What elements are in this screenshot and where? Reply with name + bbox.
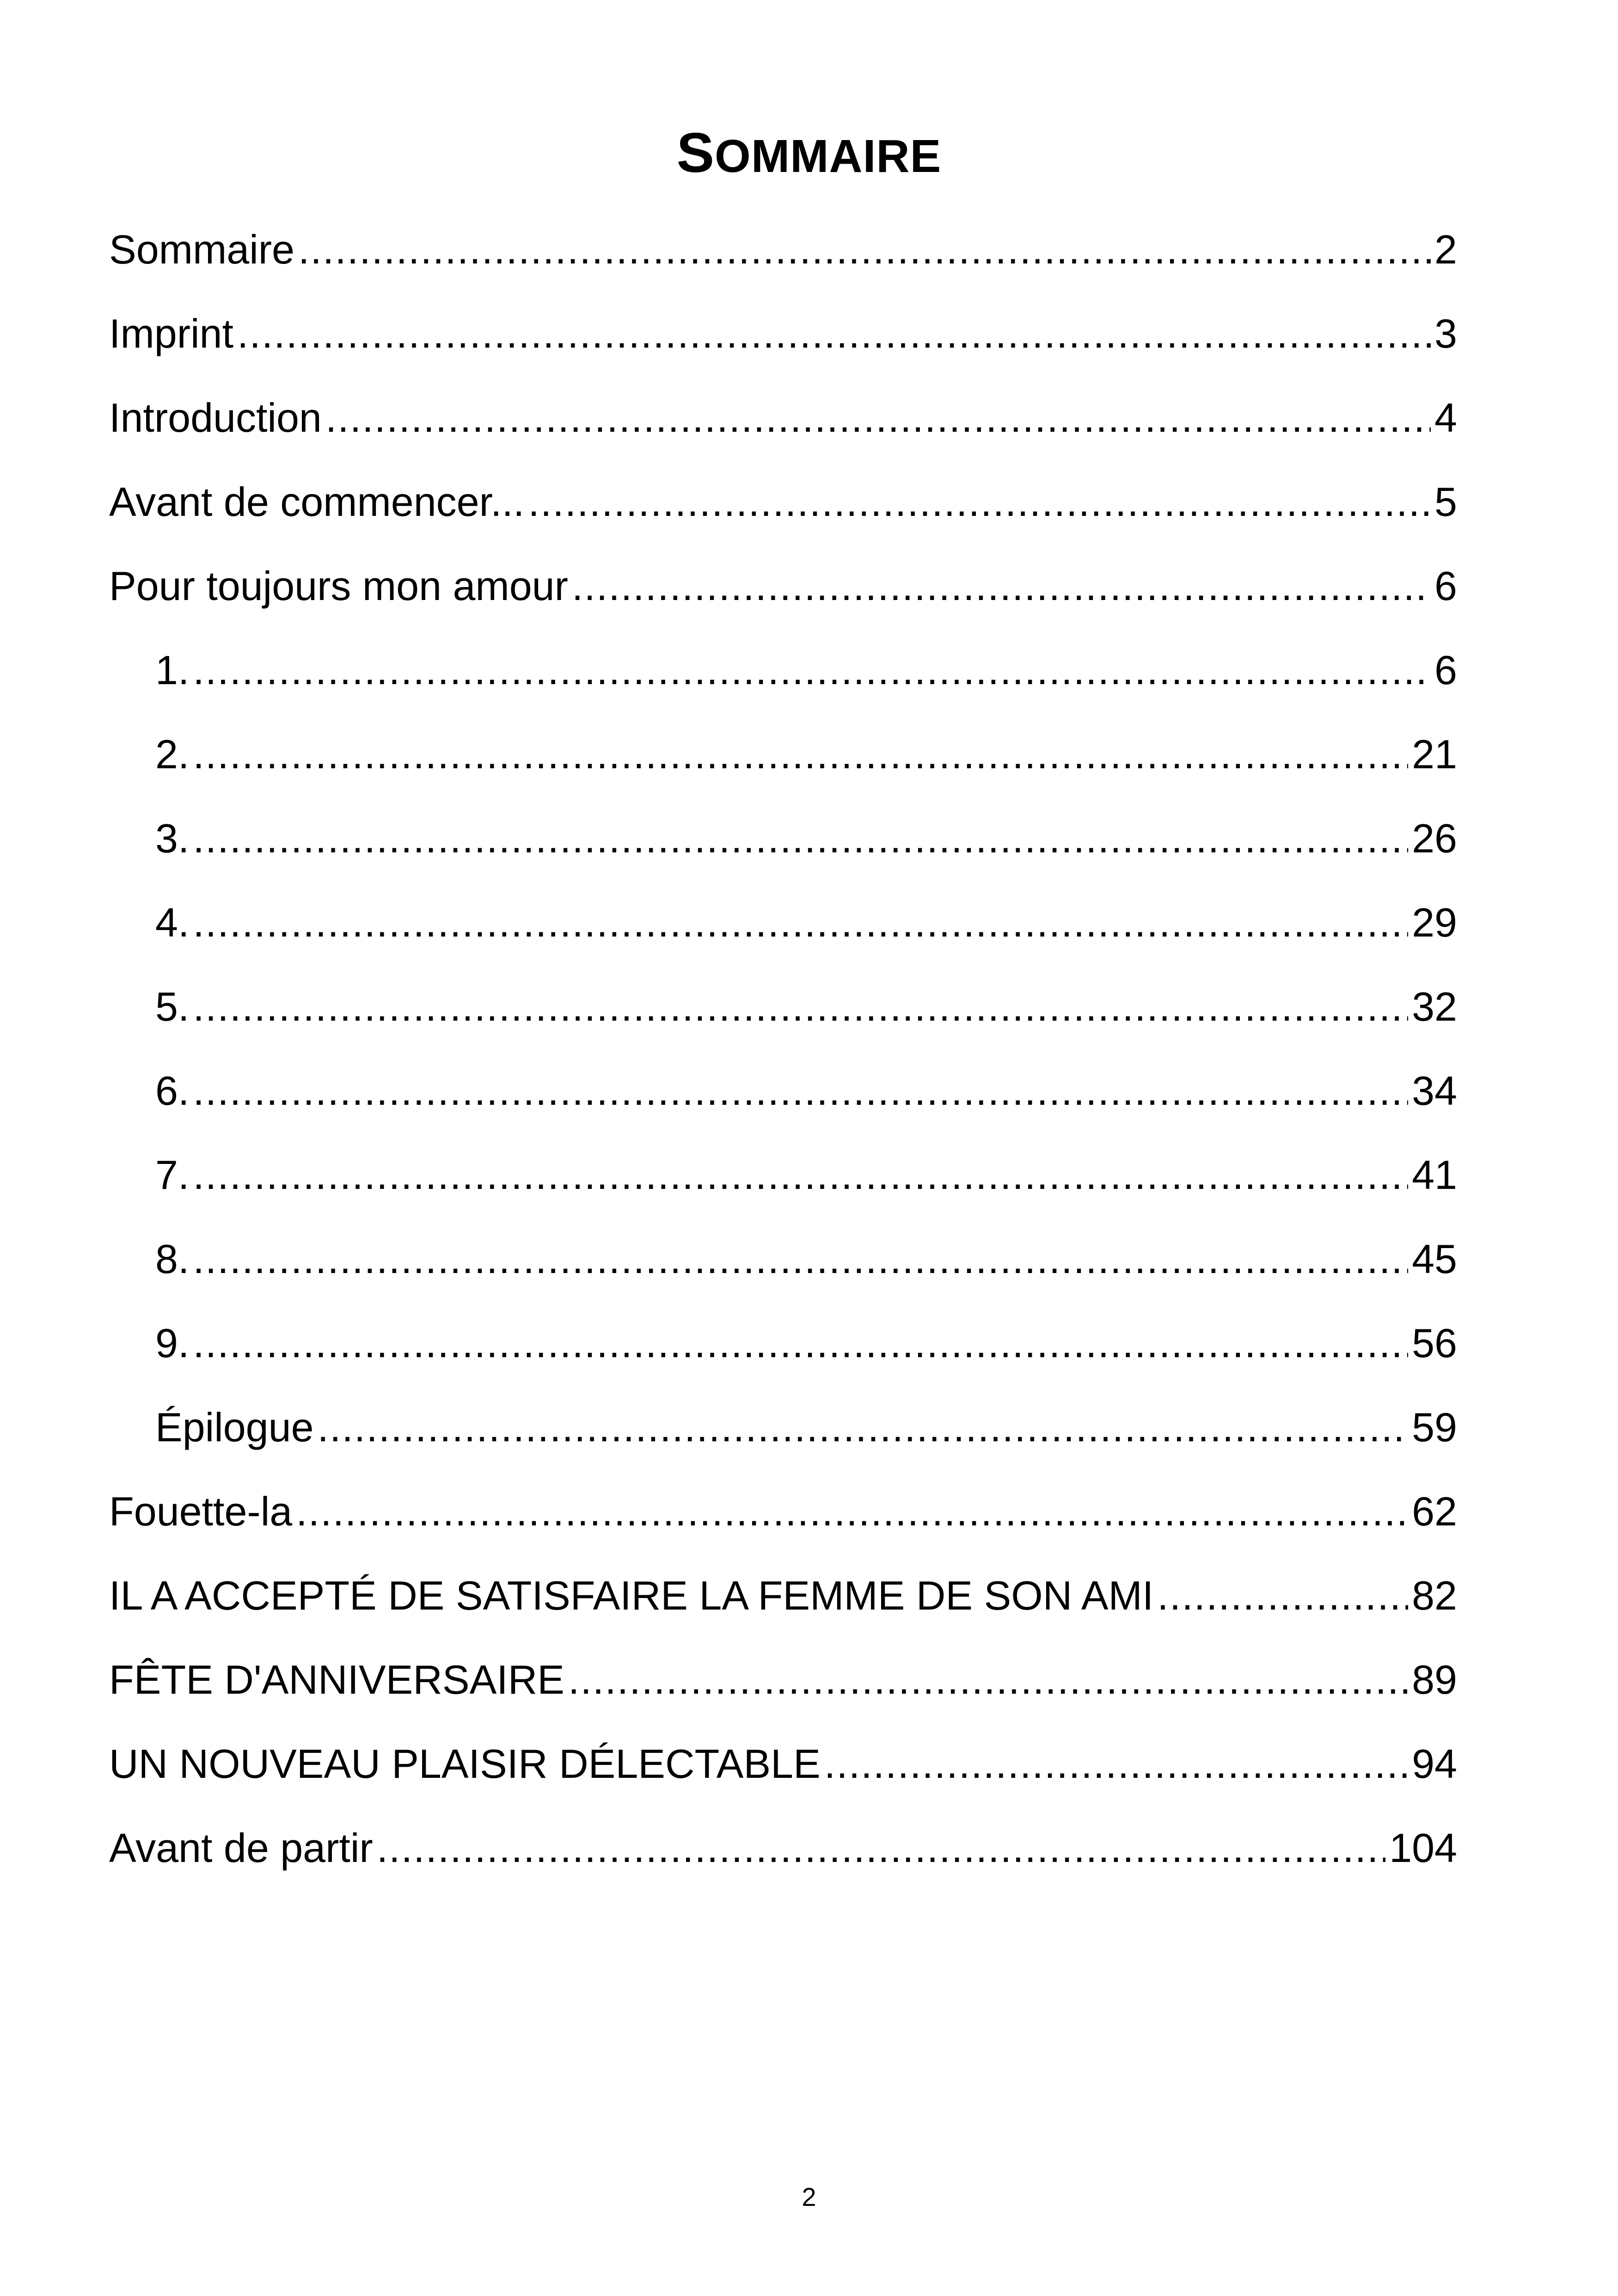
page-number: 2: [802, 2182, 816, 2211]
toc-entry-page: 4: [1434, 395, 1457, 441]
dot-leader: [1157, 1563, 1408, 1628]
toc-entry-label: Avant de commencer...: [109, 479, 525, 525]
page-title-rest: OMMAIRE: [715, 130, 942, 182]
toc-subentry[interactable]: [109, 890, 1457, 974]
dot-leader: [193, 1227, 1408, 1292]
dot-leader: [193, 722, 1408, 787]
toc-entry-label: Épilogue: [155, 1404, 314, 1450]
toc-entry-page: 21: [1412, 731, 1457, 777]
toc-entry-label: 4.: [155, 900, 190, 945]
toc-entry-label: Imprint: [109, 311, 233, 356]
toc-entry-page: 26: [1412, 815, 1457, 861]
toc-entry-page: 2: [1434, 227, 1457, 272]
toc-entry-page: 3: [1434, 311, 1457, 356]
toc-entry-page: 89: [1412, 1657, 1457, 1702]
dot-leader: [237, 301, 1431, 366]
toc-subentry[interactable]: [109, 806, 1457, 890]
toc-entry-page: 41: [1412, 1152, 1457, 1198]
toc-entry-page: 59: [1412, 1404, 1457, 1450]
dot-leader: [568, 1647, 1408, 1712]
toc-entry-page: 45: [1412, 1236, 1457, 1282]
toc-entry[interactable]: [109, 1647, 1457, 1732]
toc-entry[interactable]: [109, 470, 1457, 554]
toc-entry[interactable]: [109, 1732, 1457, 1816]
toc-entry-page: 56: [1412, 1320, 1457, 1366]
dot-leader: [377, 1816, 1385, 1880]
toc-entry-label: Avant de partir: [109, 1825, 373, 1871]
dot-leader: [296, 1479, 1408, 1544]
toc-entry-label: Sommaire: [109, 227, 294, 272]
dot-leader: [193, 806, 1408, 871]
toc-subentry[interactable]: [109, 974, 1457, 1059]
toc-entry-label: Pour toujours mon amour: [109, 563, 568, 609]
toc-entry-page: 5: [1434, 479, 1457, 525]
dot-leader: [298, 217, 1431, 282]
toc-entry-page: 6: [1434, 647, 1457, 693]
toc-entry[interactable]: [109, 301, 1457, 386]
dot-leader: [193, 890, 1408, 955]
toc-entry-page: 82: [1412, 1573, 1457, 1618]
toc-entry[interactable]: [109, 1563, 1457, 1647]
toc-subentry[interactable]: [109, 1059, 1457, 1143]
toc-entry-label: 5.: [155, 984, 190, 1029]
toc-entry-label: Introduction: [109, 395, 322, 441]
dot-leader: [318, 1395, 1409, 1460]
toc-entry[interactable]: [109, 217, 1457, 301]
toc-entry-page: 62: [1412, 1488, 1457, 1534]
toc-entry-label: 8.: [155, 1236, 190, 1282]
toc-subentry[interactable]: [109, 1143, 1457, 1227]
dot-leader: [193, 1143, 1408, 1207]
toc-subentry[interactable]: [109, 1311, 1457, 1395]
toc-entry-label: 1.: [155, 647, 190, 693]
page-title: [0, 116, 1618, 193]
toc-entry-label: 6.: [155, 1068, 190, 1114]
toc-entry-label: IL A ACCEPTÉ DE SATISFAIRE LA FEMME DE SON AMI: [109, 1573, 1154, 1618]
toc-entry-page: 32: [1412, 984, 1457, 1029]
toc-subentry[interactable]: [109, 638, 1457, 722]
page-title-initial: S: [676, 121, 715, 184]
dot-leader: [193, 974, 1408, 1039]
toc-entry[interactable]: [109, 386, 1457, 470]
table-of-contents: [109, 217, 1457, 1900]
toc-entry-label: 2.: [155, 731, 190, 777]
toc-entry-page: 94: [1412, 1741, 1457, 1787]
toc-entry-page: 29: [1412, 900, 1457, 945]
dot-leader: [325, 386, 1431, 450]
dot-leader: [193, 1311, 1408, 1376]
toc-entry-label: UN NOUVEAU PLAISIR DÉLECTABLE: [109, 1741, 821, 1787]
dot-leader: [572, 554, 1431, 618]
toc-entry-page: 104: [1389, 1825, 1457, 1871]
dot-leader: [193, 1059, 1408, 1123]
toc-entry[interactable]: [109, 1816, 1457, 1900]
toc-entry[interactable]: [109, 1479, 1457, 1563]
toc-subentry[interactable]: [109, 1227, 1457, 1311]
toc-subentry[interactable]: [109, 1395, 1457, 1479]
dot-leader: [824, 1732, 1408, 1796]
toc-entry-label: 7.: [155, 1152, 190, 1198]
toc-subentry[interactable]: [109, 722, 1457, 806]
dot-leader: [193, 638, 1431, 703]
toc-entry-page: 6: [1434, 563, 1457, 609]
toc-entry-label: 9.: [155, 1320, 190, 1366]
toc-entry-label: 3.: [155, 815, 190, 861]
dot-leader: [528, 470, 1431, 534]
toc-entry-label: FÊTE D'ANNIVERSAIRE: [109, 1657, 564, 1702]
toc-entry-label: Fouette-la: [109, 1488, 293, 1534]
toc-entry[interactable]: [109, 554, 1457, 638]
toc-entry-page: 34: [1412, 1068, 1457, 1114]
